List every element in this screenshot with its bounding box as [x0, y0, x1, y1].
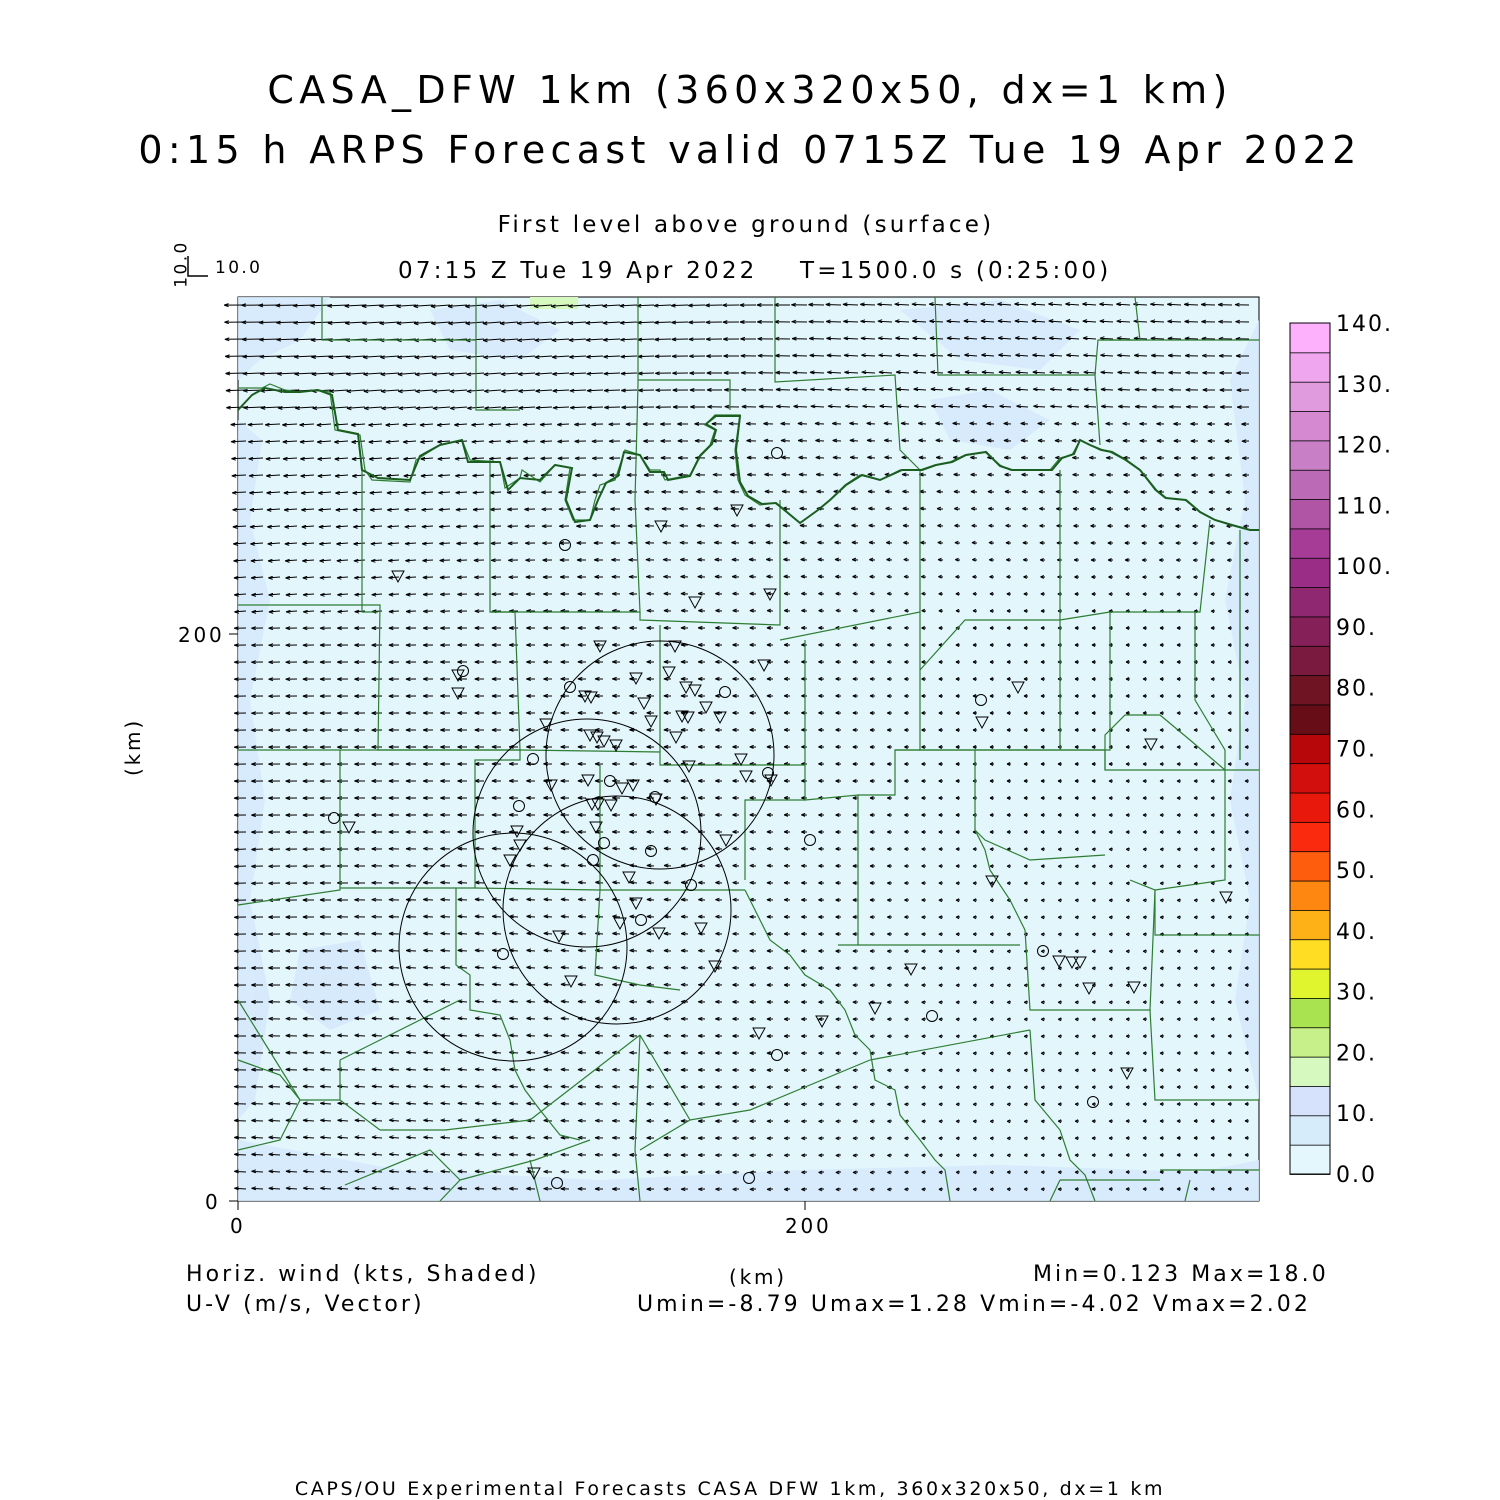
colorbar-bin: [1290, 822, 1330, 852]
y-tick-200: 200: [178, 623, 225, 647]
colorbar-bin: [1290, 323, 1330, 353]
x-axis-label: (km): [729, 1265, 787, 1289]
colorbar-tick-label: 50.: [1336, 859, 1377, 885]
colorbar-bin: [1290, 939, 1330, 969]
colorbar-bin: [1290, 969, 1330, 999]
colorbar-tick-label: 70.: [1336, 737, 1377, 763]
colorbar-bin: [1290, 1086, 1330, 1116]
footer-credit: CAPS/OU Experimental Forecasts CASA DFW 1km, 360x320x50, dx=1 km: [294, 1478, 1166, 1500]
colorbar-bin: [1290, 675, 1330, 705]
colorbar-bin: [1290, 704, 1330, 734]
colorbar-bin: [1290, 910, 1330, 940]
colorbar-bin: [1290, 646, 1330, 676]
x-tick-0: 0: [230, 1214, 246, 1238]
colorbar-tick-label: 130.: [1336, 372, 1393, 398]
colorbar-bin: [1290, 587, 1330, 617]
colorbar-bin: [1290, 411, 1330, 441]
reference-vector-v: 10.0: [171, 240, 192, 288]
vector-legend: U-V (m/s, Vector): [186, 1292, 425, 1317]
colorbar-tick-label: 30.: [1336, 980, 1377, 1006]
colorbar-bin: [1290, 763, 1330, 793]
y-axis-label: (km): [120, 718, 145, 776]
colorbar-bin: [1290, 1145, 1330, 1175]
colorbar-tick-label: 120.: [1336, 433, 1393, 459]
colorbar-bin: [1290, 998, 1330, 1028]
reference-vector-u: 10.0: [215, 258, 263, 278]
colorbar-bin: [1290, 528, 1330, 558]
figure-title-line2: 0:15 h ARPS Forecast valid 0715Z Tue 19 Apr 2022: [138, 128, 1362, 172]
colorbar-tick-label: 80.: [1336, 676, 1377, 702]
colorbar-tick-label: 100.: [1336, 555, 1393, 581]
y-tick-0: 0: [205, 1190, 221, 1214]
minmax-readout: Min=0.123 Max=18.0: [1033, 1262, 1329, 1287]
field-legend: Horiz. wind (kts, Shaded): [186, 1262, 540, 1287]
colorbar-tick-label: 10.: [1336, 1102, 1377, 1128]
colorbar-tick-label: 60.: [1336, 798, 1377, 824]
time-subtitle: 07:15 Z Tue 19 Apr 2022: [398, 258, 758, 284]
colorbar-bin: [1290, 440, 1330, 470]
colorbar-bin: [1290, 558, 1330, 588]
x-tick-200: 200: [785, 1214, 832, 1238]
colorbar-tick-label: 20.: [1336, 1041, 1377, 1067]
colorbar-bin: [1290, 1057, 1330, 1087]
elapsed-subtitle: T=1500.0 s (0:25:00): [800, 258, 1112, 284]
colorbar-bin: [1290, 470, 1330, 500]
uv-minmax-readout: Umin=-8.79 Umax=1.28 Vmin=-4.02 Vmax=2.02: [637, 1292, 1311, 1317]
level-subtitle: First level above ground (surface): [497, 212, 995, 238]
colorbar-bin: [1290, 851, 1330, 881]
figure-title-line1: CASA_DFW 1km (360x320x50, dx=1 km): [267, 68, 1233, 112]
colorbar-bin: [1290, 382, 1330, 412]
colorbar-tick-label: 0.0: [1336, 1163, 1377, 1188]
colorbar-bin: [1290, 616, 1330, 646]
colorbar-bin: [1290, 1115, 1330, 1145]
colorbar-tick-label: 90.: [1336, 615, 1377, 641]
colorbar-bin: [1290, 734, 1330, 764]
colorbar-bin: [1290, 352, 1330, 382]
colorbar-bin: [1290, 881, 1330, 911]
colorbar-bin: [1290, 1027, 1330, 1057]
colorbar-tick-label: 40.: [1336, 919, 1377, 945]
colorbar-bin: [1290, 793, 1330, 823]
colorbar-tick-label: 110.: [1336, 494, 1393, 520]
colorbar-bin: [1290, 499, 1330, 529]
colorbar-tick-label: 140.: [1336, 312, 1393, 337]
